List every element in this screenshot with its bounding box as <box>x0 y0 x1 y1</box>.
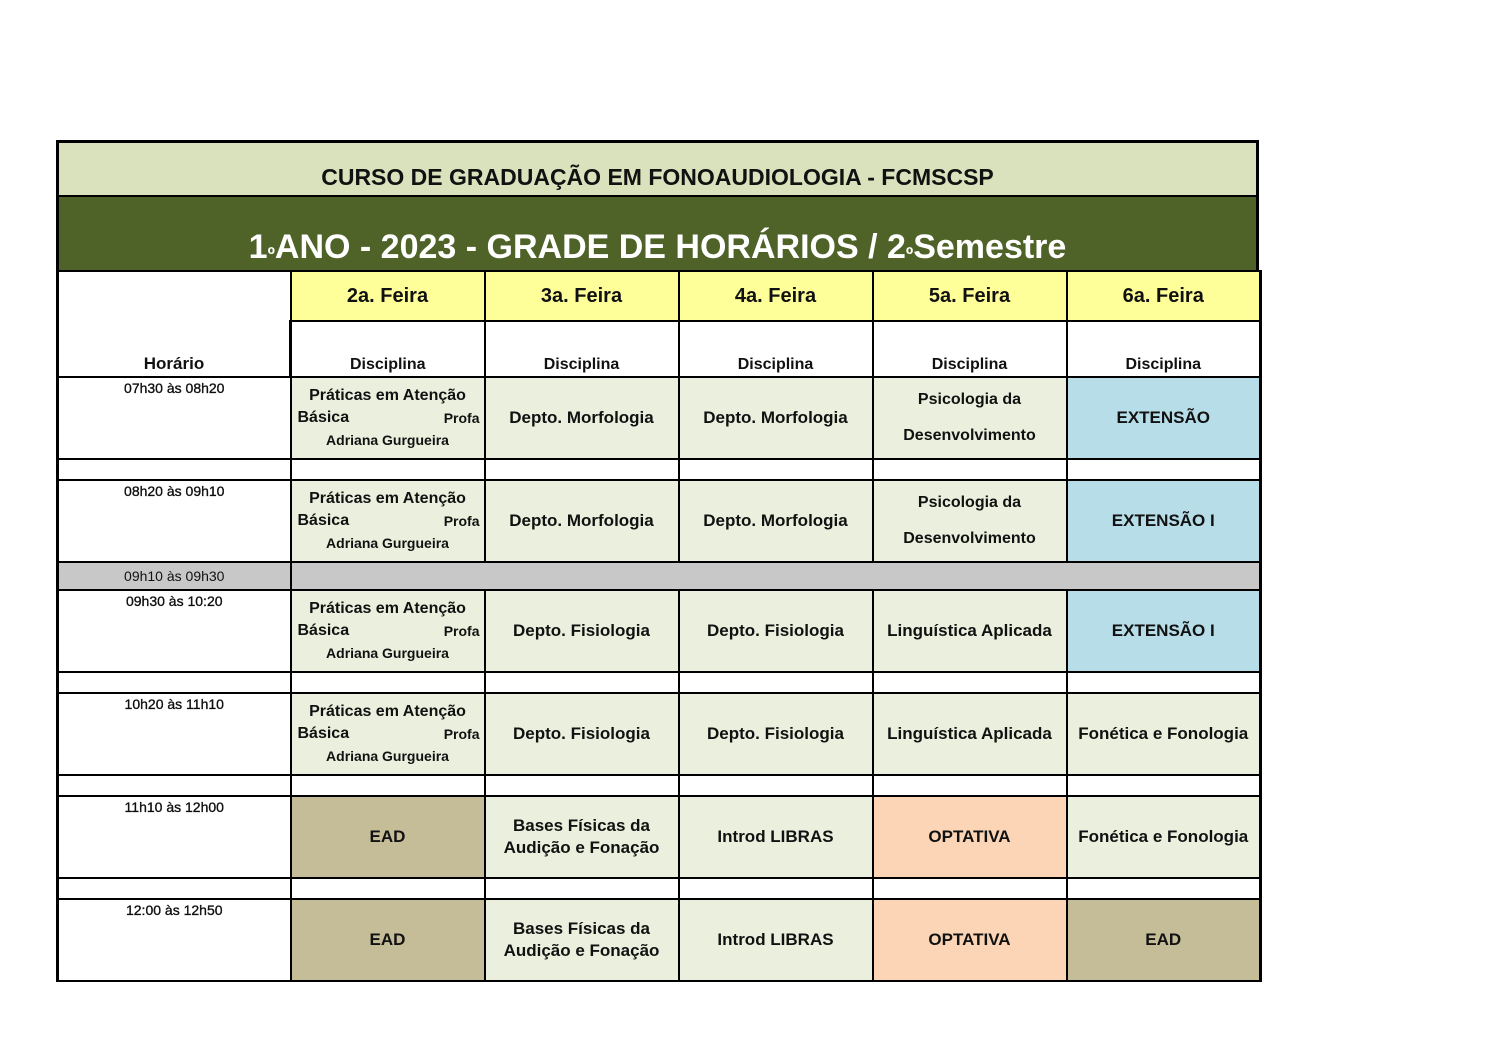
spacer-cell <box>58 459 291 480</box>
discipline-cell <box>291 377 485 459</box>
discipline-cell: Depto. Fisiologia <box>679 693 873 775</box>
discipline-name <box>486 918 678 962</box>
discipline-cell: Fonética e Fonologia <box>1067 693 1261 775</box>
discipline-cell: Depto. Morfologia <box>485 377 679 459</box>
teacher-name: Adriana Gurgueira <box>326 535 449 551</box>
discipline-cell: Depto. Morfologia <box>679 480 873 562</box>
spacer-cell <box>485 459 679 480</box>
teacher-title: Profa <box>443 726 480 742</box>
discipline-cell <box>873 377 1067 459</box>
course-title: CURSO DE GRADUAÇÃO EM FONOAUDIOLOGIA - FCMSCSP <box>56 140 1259 198</box>
spacer-cell <box>485 775 679 796</box>
time-cell: 07h30 às 08h20 <box>58 377 291 459</box>
discipline-cell: EAD <box>291 899 485 981</box>
spacer-row <box>58 878 1261 899</box>
day-header: 6a. Feira <box>1067 271 1261 321</box>
discipline-name-part: Básica <box>297 409 350 426</box>
spacer-cell <box>679 672 873 693</box>
spacer-row <box>58 775 1261 796</box>
pratica-block <box>292 701 484 767</box>
discipline-name: Práticas em Atenção <box>309 703 466 720</box>
break-cell <box>291 562 1261 590</box>
spacer-cell <box>679 459 873 480</box>
time-cell: 12:00 às 12h50 <box>58 899 291 981</box>
discipline-cell <box>485 899 679 981</box>
discipline-cell: Fonética e Fonologia <box>1067 796 1261 878</box>
horario-header: Horário <box>58 271 291 377</box>
discipline-cell <box>873 480 1067 562</box>
pratica-block <box>292 488 484 554</box>
break-time: 09h10 às 09h30 <box>58 562 291 590</box>
discipline-cell: EXTENSÃO <box>1067 377 1261 459</box>
grade-title-part3: Semestre <box>913 228 1067 266</box>
discipline-cell <box>485 796 679 878</box>
discipline-name-cont <box>292 510 484 532</box>
discipline-name-cont <box>292 723 484 745</box>
teacher-title: Profa <box>443 410 480 426</box>
discipline-cell: Depto. Morfologia <box>679 377 873 459</box>
discipline-cell: Introd LIBRAS <box>679 796 873 878</box>
time-slot-row <box>58 590 1261 672</box>
discipline-name-part: Básica <box>297 622 350 639</box>
pratica-block <box>292 385 484 451</box>
discipline-cell <box>291 590 485 672</box>
grade-title <box>56 197 1259 271</box>
time-slot-row <box>58 693 1261 775</box>
discipline-cell: Introd LIBRAS <box>679 899 873 981</box>
spacer-cell <box>291 459 485 480</box>
discipline-cell: Depto. Fisiologia <box>485 590 679 672</box>
spacer-cell <box>1067 459 1261 480</box>
discipline-cell: EXTENSÃO I <box>1067 480 1261 562</box>
spacer-cell <box>58 775 291 796</box>
spacer-cell <box>291 775 485 796</box>
time-slot-row <box>58 480 1261 562</box>
discipline-cell: Depto. Morfologia <box>485 480 679 562</box>
spacer-cell <box>291 878 485 899</box>
time-cell: 08h20 às 09h10 <box>58 480 291 562</box>
spacer-cell <box>873 459 1067 480</box>
spacer-cell <box>1067 672 1261 693</box>
spacer-cell <box>58 672 291 693</box>
discipline-cell: Depto. Fisiologia <box>485 693 679 775</box>
discipline-name <box>486 815 678 859</box>
discipline-header: Disciplina <box>1067 321 1261 377</box>
spacer-cell <box>679 878 873 899</box>
discipline-name: Práticas em Atenção <box>309 490 466 507</box>
time-slot-row <box>58 899 1261 981</box>
discipline-name-line: Audição e Fonação <box>503 838 660 857</box>
discipline-cell <box>291 480 485 562</box>
discipline-name-line: Desenvolvimento <box>903 530 1036 547</box>
discipline-cell: EAD <box>291 796 485 878</box>
grade-title-part2: ANO - 2023 - GRADE DE HORÁRIOS / 2 <box>274 228 906 266</box>
discipline-header: Disciplina <box>873 321 1067 377</box>
teacher-name: Adriana Gurgueira <box>326 432 449 448</box>
day-header: 2a. Feira <box>291 271 485 321</box>
discipline-name-line: Psicologia da <box>917 494 1022 511</box>
spacer-cell <box>485 672 679 693</box>
schedule-table <box>56 270 1262 982</box>
time-slot-row <box>58 796 1261 878</box>
discipline-cell <box>291 693 485 775</box>
day-header: 4a. Feira <box>679 271 873 321</box>
break-row <box>58 562 1261 590</box>
discipline-name-line: Bases Físicas da <box>512 919 651 938</box>
ordinal-2: º <box>905 244 914 266</box>
schedule-body <box>58 377 1261 981</box>
discipline-name: Práticas em Atenção <box>309 600 466 617</box>
discipline-cell: OPTATIVA <box>873 796 1067 878</box>
spacer-cell <box>485 878 679 899</box>
discipline-name: Práticas em Atenção <box>309 387 466 404</box>
time-cell: 10h20 às 11h10 <box>58 693 291 775</box>
day-header: 3a. Feira <box>485 271 679 321</box>
discipline-name-line: Bases Físicas da <box>512 816 651 835</box>
discipline-name <box>874 382 1066 454</box>
discipline-cell: OPTATIVA <box>873 899 1067 981</box>
spacer-cell <box>58 878 291 899</box>
spacer-cell <box>1067 775 1261 796</box>
discipline-cell: EAD <box>1067 899 1261 981</box>
grade-title-part1: 1 <box>248 228 268 266</box>
discipline-cell: Depto. Fisiologia <box>679 590 873 672</box>
time-slot-row <box>58 377 1261 459</box>
day-header-row <box>58 271 1261 321</box>
discipline-name <box>874 485 1066 557</box>
teacher-title: Profa <box>443 623 480 639</box>
spacer-cell <box>873 775 1067 796</box>
time-cell: 11h10 às 12h00 <box>58 796 291 878</box>
spacer-cell <box>291 672 485 693</box>
spacer-cell <box>679 775 873 796</box>
teacher-name: Adriana Gurgueira <box>326 748 449 764</box>
discipline-header: Disciplina <box>679 321 873 377</box>
ordinal-1: º <box>267 244 275 266</box>
discipline-name-part: Básica <box>297 725 350 742</box>
spacer-cell <box>873 878 1067 899</box>
discipline-name-cont <box>292 620 484 642</box>
teacher-title: Profa <box>443 513 480 529</box>
discipline-name-cont <box>292 407 484 429</box>
discipline-name-line: Psicologia da <box>917 391 1022 408</box>
discipline-cell: Linguística Aplicada <box>873 693 1067 775</box>
discipline-name-line: Audição e Fonação <box>503 941 660 960</box>
spacer-cell <box>873 672 1067 693</box>
discipline-name-part: Básica <box>297 512 350 529</box>
discipline-name-line: Desenvolvimento <box>903 427 1036 444</box>
spacer-row <box>58 459 1261 480</box>
spacer-cell <box>1067 878 1261 899</box>
discipline-header: Disciplina <box>485 321 679 377</box>
discipline-cell: EXTENSÃO I <box>1067 590 1261 672</box>
discipline-header: Disciplina <box>291 321 485 377</box>
pratica-block <box>292 598 484 664</box>
teacher-name: Adriana Gurgueira <box>326 645 449 661</box>
spacer-row <box>58 672 1261 693</box>
day-header: 5a. Feira <box>873 271 1067 321</box>
discipline-cell: Linguística Aplicada <box>873 590 1067 672</box>
time-cell: 09h30 às 10:20 <box>58 590 291 672</box>
